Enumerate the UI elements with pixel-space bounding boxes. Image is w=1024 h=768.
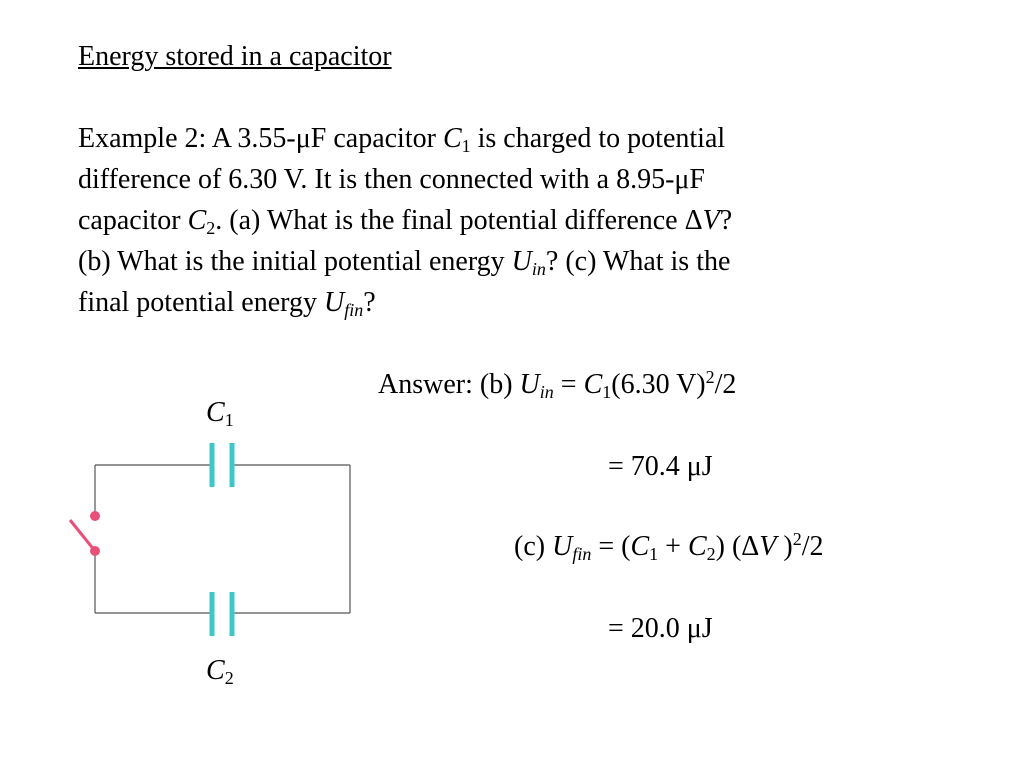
- capacitor-c1-label: [206, 396, 234, 430]
- subscript: 1: [649, 544, 659, 564]
- switch: [70, 511, 100, 556]
- var-u: U: [323, 287, 345, 318]
- subscript: fin: [572, 544, 592, 564]
- answer-text: (6.30 V): [611, 369, 706, 400]
- subscript: in: [539, 382, 554, 402]
- capacitor-plates: [212, 443, 232, 636]
- var-c: C: [687, 531, 707, 562]
- subscript: 1: [602, 382, 612, 402]
- var-c: C: [206, 397, 225, 428]
- var-u: U: [552, 531, 573, 562]
- var-c: C: [187, 205, 207, 236]
- answer-text: ): [776, 531, 793, 562]
- problem-line-2: difference of 6.30 V. It is then connected with a 8.95-μF: [78, 164, 705, 195]
- equals: =: [553, 369, 584, 400]
- problem-text: is charged to potential: [470, 123, 726, 154]
- answer-text: /2: [801, 531, 824, 562]
- switch-contact-bottom: [90, 546, 100, 556]
- var-c: C: [583, 369, 603, 400]
- answer-c-result: = 20.0 μJ: [608, 613, 713, 644]
- answer-b-result: = 70.4 μJ: [608, 451, 713, 482]
- switch-contact-top: [90, 511, 100, 521]
- plus: +: [658, 531, 688, 562]
- var-v: V: [702, 205, 720, 236]
- answer-text: /2: [714, 369, 737, 400]
- problem-text: ?: [719, 205, 733, 236]
- subscript: 2: [224, 668, 234, 688]
- capacitor-c2-label: [206, 654, 234, 688]
- subscript: 2: [206, 218, 216, 238]
- answer-label: (c): [514, 531, 553, 562]
- exponent: 2: [792, 529, 802, 549]
- var-c: C: [442, 123, 462, 154]
- equals: = (: [591, 531, 631, 562]
- problem-text: (b) What is the initial potential energy: [78, 246, 512, 277]
- problem-text: capacitor: [78, 205, 188, 236]
- var-c: C: [630, 531, 650, 562]
- exponent: 2: [705, 367, 715, 387]
- problem-text: final potential energy: [78, 287, 324, 318]
- problem-text: ? (c) What is the: [545, 246, 731, 277]
- problem-text: ?: [363, 287, 376, 318]
- subscript: 1: [224, 410, 234, 430]
- problem-text: . (a) What is the final potential difference Δ: [215, 205, 703, 236]
- subscript: fin: [344, 300, 364, 320]
- switch-blade: [70, 520, 95, 551]
- var-c: C: [206, 655, 225, 686]
- var-v: V: [759, 531, 777, 562]
- var-u: U: [519, 369, 540, 400]
- circuit-wires: [95, 465, 350, 613]
- subscript: in: [531, 259, 546, 279]
- var-u: U: [511, 246, 532, 277]
- slide-title: Energy stored in a capacitor: [78, 41, 392, 72]
- answer-label: Answer: (b): [378, 369, 520, 400]
- subscript: 2: [706, 544, 716, 564]
- answer-text: ) (Δ: [715, 531, 760, 562]
- subscript: 1: [461, 136, 471, 156]
- problem-text: Example 2: A 3.55-μF capacitor: [78, 123, 443, 154]
